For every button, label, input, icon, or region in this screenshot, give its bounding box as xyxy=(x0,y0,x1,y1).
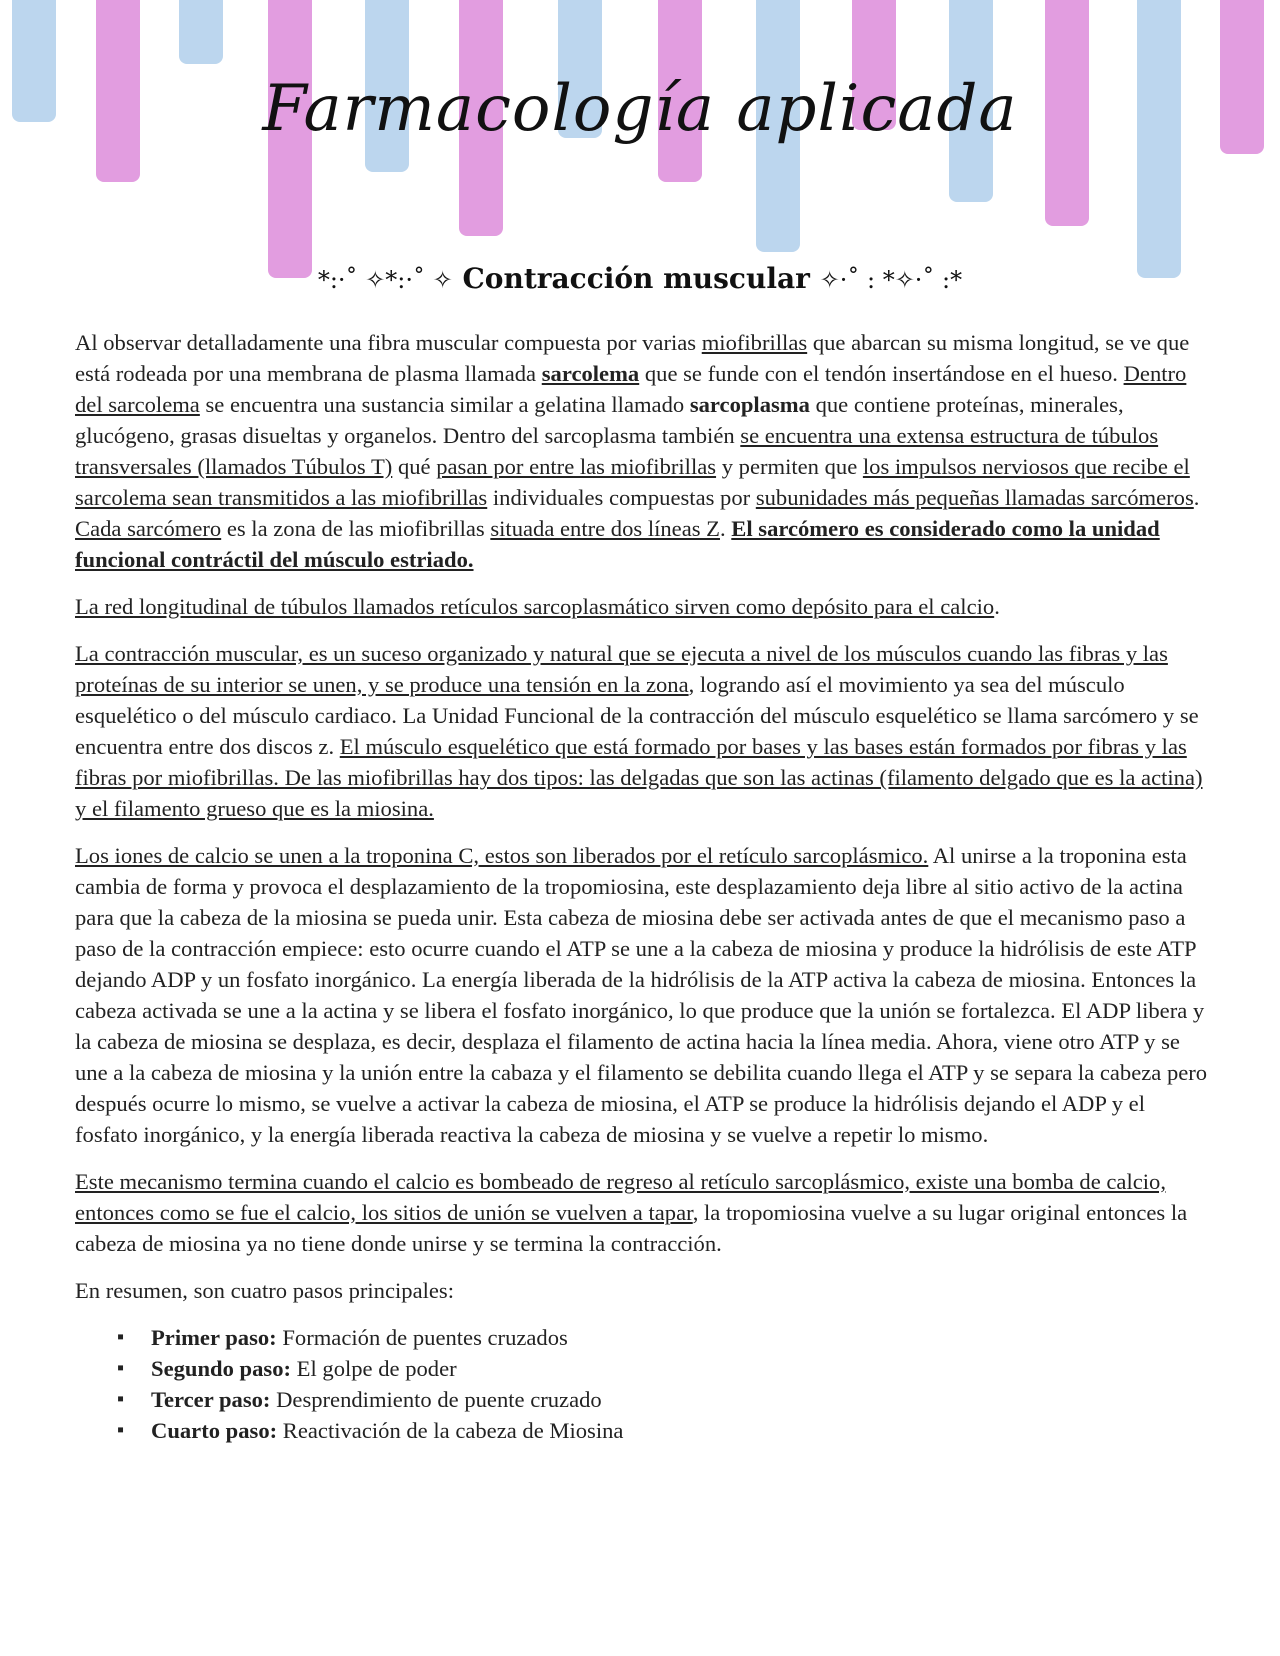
underlined-text: Cada sarcómero xyxy=(75,516,222,541)
text-span: qué xyxy=(392,454,437,479)
decor-stripe xyxy=(179,0,223,64)
underlined-text: El músculo esquelético que está formado por bases y las bases están formados por fibras y las fibras por miofibrillas. De las miofibrillas hay dos tipos: las delgadas que son las actinas (filamento delgado que es la actina) y el filamento grueso que es la miosina. xyxy=(75,734,1203,821)
text-span: , la tropomiosina vuelve a su lugar original entonces la cabeza de miosina ya no tiene donde unirse y se termina la contracción. xyxy=(75,1200,1188,1256)
underlined-text: Los iones de calcio se unen a la troponina C, estos son liberados por el retículo sarcoplásmico. xyxy=(75,843,929,868)
paragraph-contraccion xyxy=(75,638,1208,824)
list-item xyxy=(117,1353,1208,1384)
paragraph-calcio xyxy=(75,840,1208,1150)
underlined-text: Este mecanismo termina cuando el calcio es bombeado de regreso al retículo sarcoplásmico, existe una bomba de calcio, entonces como se fue el calcio, los sitios de unión se vuelven a tapar xyxy=(75,1169,1166,1225)
underlined-text: miofibrillas xyxy=(701,330,808,355)
text-span: es la zona de las miofibrillas xyxy=(221,516,491,541)
text-span: se encuentra una sustancia similar a gelatina llamado xyxy=(199,392,690,417)
summary-intro: En resumen, son cuatro pasos principales: xyxy=(75,1278,454,1303)
bold-underlined-text: El sarcómero es considerado como la unidad funcional contráctil del músculo estriado. xyxy=(75,516,1160,572)
list-item xyxy=(117,1322,1208,1353)
underlined-text: subunidades más pequeñas llamadas sarcómeros xyxy=(755,485,1194,510)
underlined-text: se encuentra una extensa estructura de túbulos transversales (llamados Túbulos T) xyxy=(75,423,1159,479)
underlined-text: Dentro del sarcolema xyxy=(75,361,1187,417)
text-span: . xyxy=(719,516,732,541)
paragraph-fin-mecanismo xyxy=(75,1166,1208,1259)
text-span: que se funde con el tendón insertándose en el hueso. xyxy=(639,361,1124,386)
ornament-right: ✧·˚ : *✧·˚ :* xyxy=(819,266,963,294)
section-subtitle-text: Contracción muscular xyxy=(462,262,810,295)
bold-term: sarcolema xyxy=(541,361,640,386)
step-label: Segundo paso: xyxy=(151,1356,292,1381)
steps-list xyxy=(75,1322,1208,1446)
underlined-text: La contracción muscular, es un suceso organizado y natural que se ejecuta a nivel de los músculos cuando las fibras y las proteínas de su interior se unen, y se produce una tensión en la zona xyxy=(75,641,1168,697)
text-span: Al unirse a la troponina esta cambia de forma y provoca el desplazamiento de la tropomiosina, este desplazamiento deja libre al sitio activo de la actina para que la cabeza de la miosina se pueda unir. Esta cabeza de miosina debe ser activada antes de que el mecanismo paso a paso de la contracción empiece: esto ocurre cuando el ATP se une a la cabeza de miosina y produce la hidrólisis de este ATP dejando ADP y un fosfato inorgánico. La energía liberada de la hidrólisis de la ATP activa la cabeza de miosina. Entonces la cabeza activada se une a la actina y se libera el fosfato inorgánico, lo que produce que la unión se fortalezca. El ADP libera y la cabeza de miosina se desplaza, es decir, desplaza el filamento de actina hacia la línea media. Ahora, viene otro ATP y se une a la cabeza de miosina y la unión entre la cabaza y el filamento se debilita cuando llega el ATP y se separa la cabeza pero después ocurre lo mismo, se vuelve a activar la cabeza de miosina, el ATP se produce la hidrólisis dejando el ADP y el fosfato inorgánico, y la energía liberada reactiva la cabeza de miosina y se vuelve a repetir lo mismo. xyxy=(75,843,1208,1147)
paragraph-sarcolema xyxy=(75,327,1208,575)
step-text: Desprendimiento de puente cruzado xyxy=(270,1387,602,1412)
text-span: , logrando así el movimiento ya sea del músculo esquelético o del músculo cardiaco. La Unidad Funcional de la contracción del músculo esquelético se llama sarcómero y se encuentra entre dos discos z. xyxy=(75,672,1199,759)
list-item xyxy=(117,1384,1208,1415)
text-span: . xyxy=(994,594,1000,619)
underlined-text: pasan por entre las miofibrillas xyxy=(436,454,717,479)
text-span: . xyxy=(1193,485,1200,510)
document-body xyxy=(75,327,1208,1446)
text-span: individuales compuestas por xyxy=(487,485,756,510)
step-label: Cuarto paso: xyxy=(151,1418,278,1443)
paragraph-reticulo xyxy=(75,591,1208,622)
step-text: Reactivación de la cabeza de Miosina xyxy=(277,1418,624,1443)
ornament-left: *:·˚ ✧*:·˚ ✧ xyxy=(317,266,453,294)
bold-term: sarcoplasma xyxy=(689,392,810,417)
step-text: Formación de puentes cruzados xyxy=(276,1325,568,1350)
text-span: y permiten que xyxy=(716,454,863,479)
text-span: Al observar detalladamente una fibra muscular compuesta por varias xyxy=(75,330,702,355)
text-span: que contiene proteínas, minerales, glucógeno, grasas disueltas y organelos. Dentro del sarcoplasma también xyxy=(75,392,1124,448)
underlined-text: situada entre dos líneas Z xyxy=(490,516,720,541)
section-subtitle xyxy=(0,262,1280,295)
underlined-text: los impulsos nerviosos que recibe el sarcolema sean transmitidos a las miofibrillas xyxy=(75,454,1190,510)
step-label: Tercer paso: xyxy=(151,1387,271,1412)
step-text: El golpe de poder xyxy=(291,1356,457,1381)
page-title: Farmacología aplicada xyxy=(262,72,1018,146)
underlined-text: La red longitudinal de túbulos llamados retículos sarcoplasmático sirven como depósito para el calcio xyxy=(75,594,995,619)
list-item xyxy=(117,1415,1208,1446)
text-span: que abarcan su misma longitud, se ve que está rodeada por una membrana de plasma llamada xyxy=(75,330,1190,386)
step-label: Primer paso: xyxy=(151,1325,277,1350)
